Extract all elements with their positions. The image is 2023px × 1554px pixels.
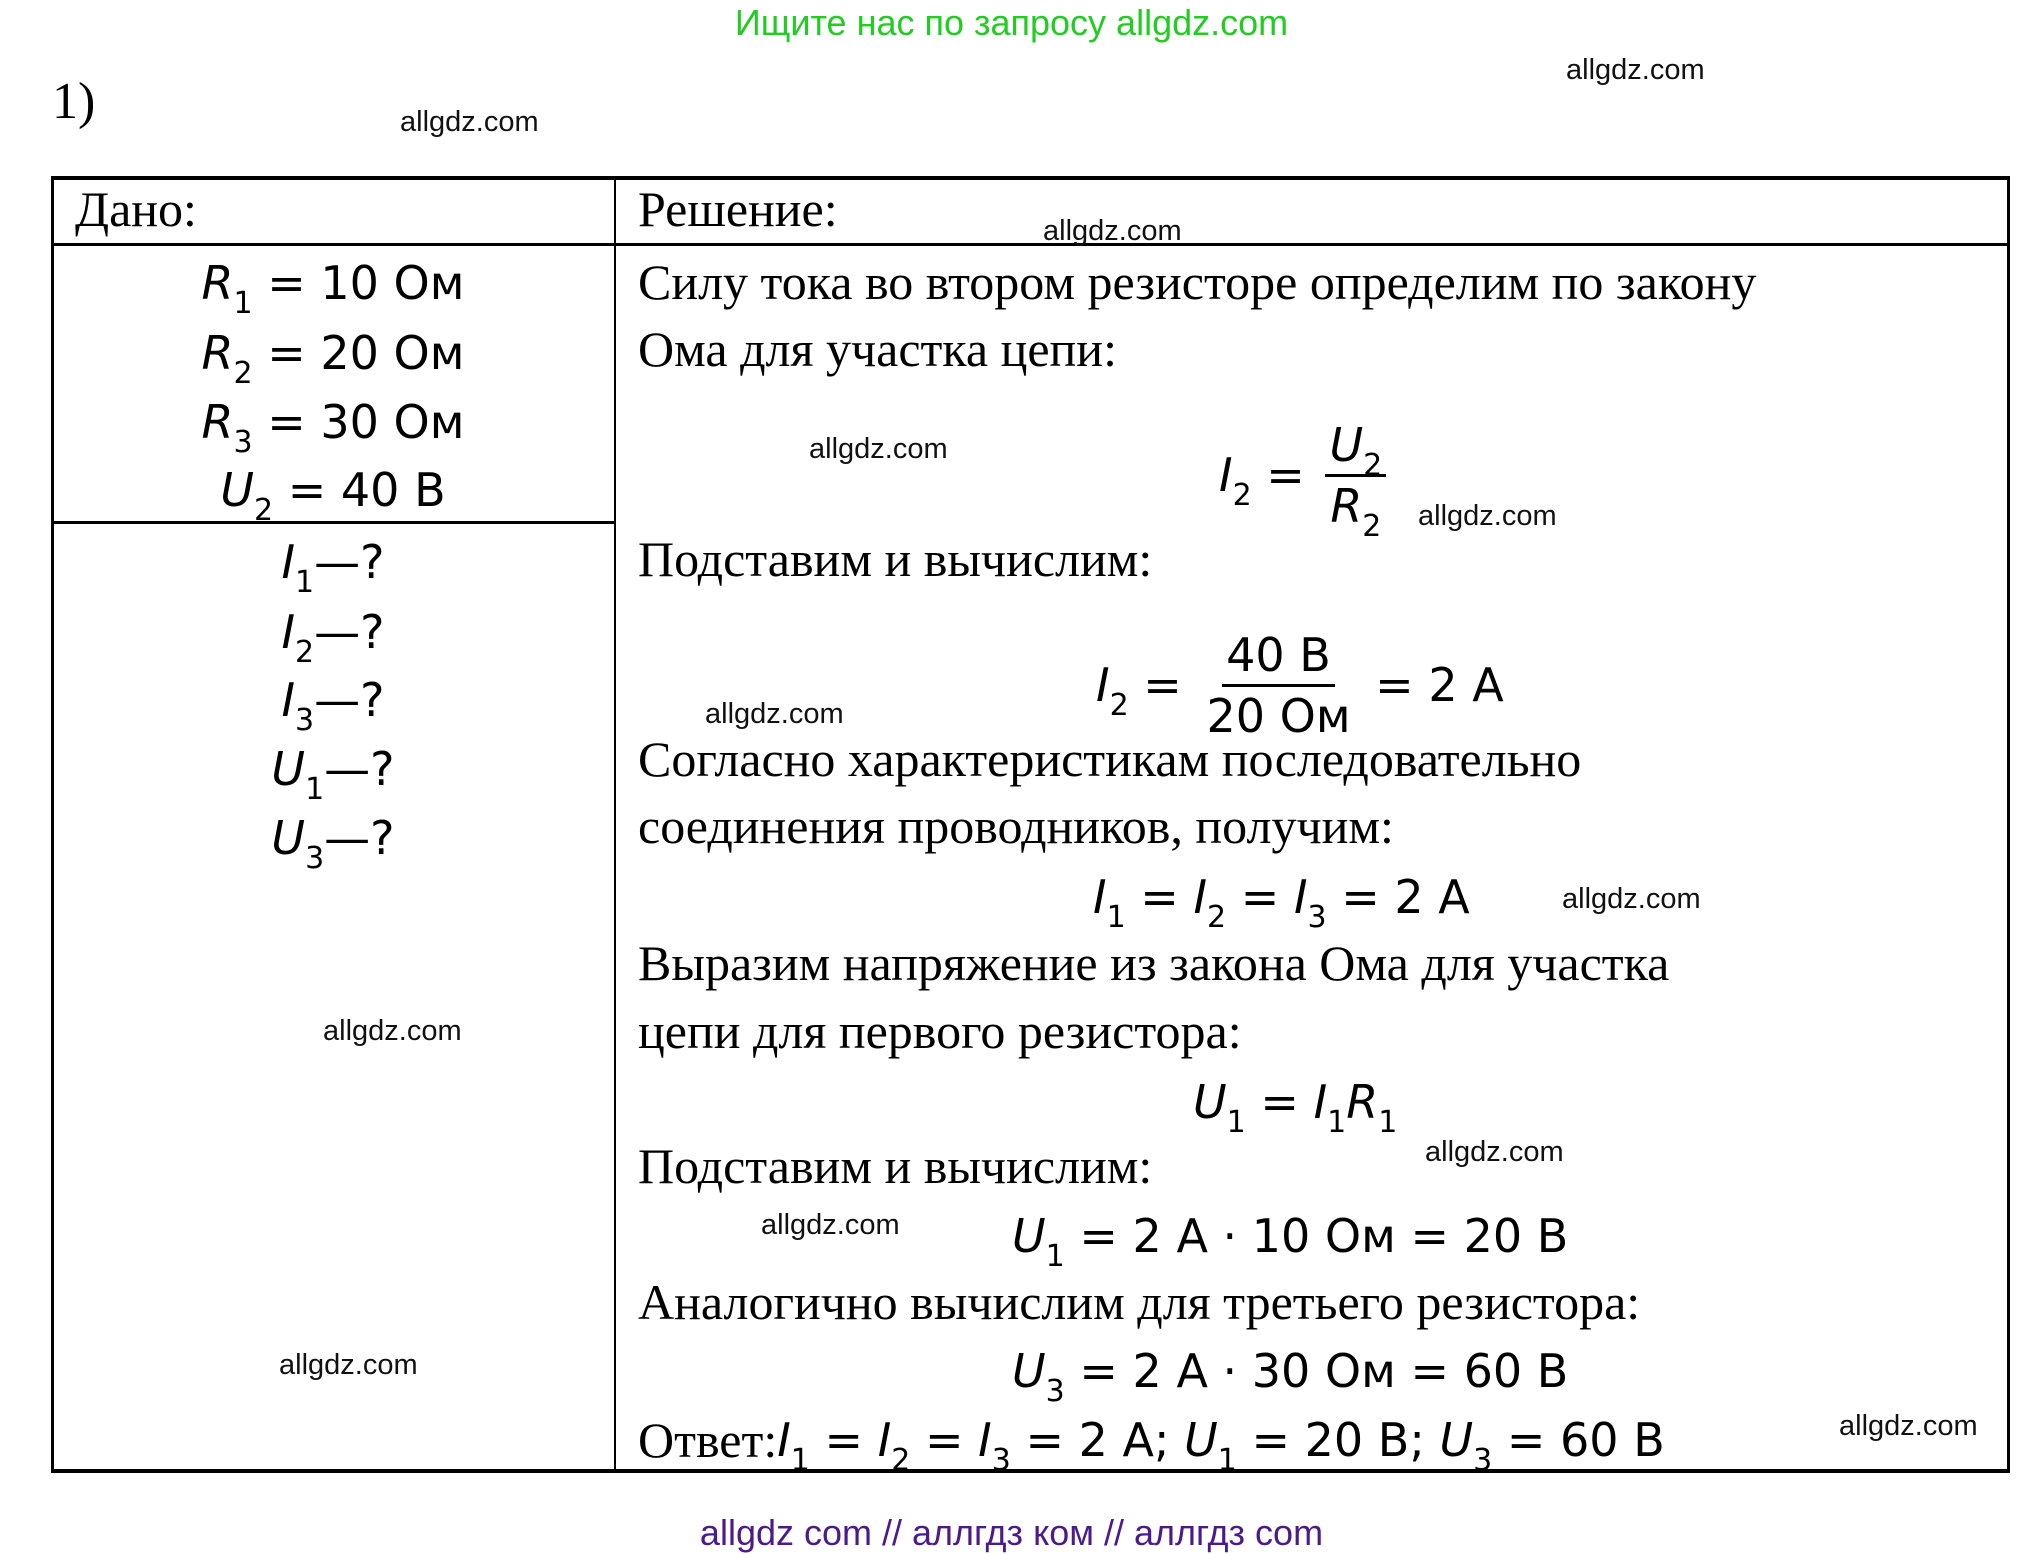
- math-subscript: 3: [1473, 1443, 1493, 1478]
- math-variable: $U_2$: [220, 463, 274, 528]
- math-variable: $I_2$: [877, 1413, 911, 1478]
- math-text: = 2 А;: [1010, 1413, 1185, 1467]
- math-text: =: [1125, 870, 1194, 924]
- math-text: = 2 А: [1360, 658, 1504, 712]
- formula: [1012, 1206, 1569, 1274]
- math-variable: $R_1$: [201, 256, 253, 321]
- math-text: 40 В: [1226, 627, 1331, 682]
- math-subscript: 2: [295, 635, 315, 670]
- math-subscript: 2: [1363, 447, 1383, 483]
- watermark: allgdz.com: [279, 1349, 418, 1381]
- math-subscript: 1: [1226, 1105, 1246, 1140]
- math-subscript: 1: [1327, 1105, 1347, 1140]
- solution-text: Подставим и вычислим:: [638, 531, 1153, 587]
- math-variable: $R_3$: [201, 395, 253, 460]
- math-subscript: 3: [1045, 1374, 1065, 1409]
- math-subscript: 1: [305, 772, 325, 807]
- solution-text: Силу тока во втором резисторе определим по закону: [638, 254, 1757, 310]
- math-variable: $R_2$: [1330, 478, 1382, 544]
- math-text: = 20 В;: [1236, 1413, 1440, 1467]
- solution-text: Согласно характеристикам последовательно: [638, 731, 1582, 787]
- math-subscript: 2: [1109, 688, 1129, 723]
- math-subscript: 2: [1232, 478, 1252, 513]
- math-subscript: 1: [233, 286, 253, 321]
- math-subscript: 3: [295, 703, 315, 738]
- formula: [1193, 1072, 1398, 1140]
- footer-links: allgdz com // аллгдз ком // аллгдз com: [699, 1512, 1324, 1553]
- math-subscript: 1: [1045, 1239, 1065, 1274]
- math-variable: $U_1$: [1184, 1413, 1237, 1478]
- formula: [1219, 410, 1392, 544]
- watermark: allgdz.com: [809, 433, 948, 465]
- unknown-value: [51, 739, 615, 807]
- math-subscript: 3: [991, 1443, 1011, 1478]
- given-value: [51, 460, 615, 528]
- answer-line: [638, 1410, 1665, 1478]
- header-divider: [51, 243, 2010, 246]
- math-text: = 40 В: [273, 463, 446, 517]
- math-variable: $I_2$: [1219, 448, 1252, 513]
- math-subscript: 2: [1207, 900, 1227, 935]
- math-subscript: 2: [1362, 508, 1382, 544]
- watermark: allgdz.com: [323, 1015, 462, 1047]
- math-variable: $I_2$: [1096, 658, 1129, 723]
- solution-text: Аналогично вычислим для третьего резистора:: [638, 1274, 1641, 1330]
- math-variable: $U_3$: [1439, 1413, 1493, 1478]
- unknown-value: [51, 670, 615, 738]
- math-variable: $I_3$: [1293, 870, 1327, 935]
- formula: [1093, 867, 1470, 935]
- math-subscript: 2: [254, 493, 274, 528]
- math-variable: $R_2$: [201, 326, 253, 391]
- unknown-value: [51, 602, 615, 670]
- math-text: —?: [324, 742, 395, 796]
- math-text: = 2 А: [1326, 870, 1470, 924]
- given-value: [51, 392, 615, 460]
- math-text: = 20 Ом: [252, 326, 465, 380]
- math-text: = 30 Ом: [252, 395, 465, 449]
- math-subscript: 3: [1307, 900, 1327, 935]
- solution-header: Решение:: [638, 181, 838, 237]
- math-variable: $I_3$: [978, 1413, 1011, 1478]
- math-text: —?: [314, 673, 385, 727]
- math-variable: $U_2$: [1329, 417, 1383, 483]
- given-value: [51, 253, 615, 321]
- math-variable: $U_3$: [271, 811, 325, 876]
- watermark: allgdz.com: [1566, 54, 1705, 86]
- math-text: =: [1251, 448, 1320, 502]
- math-variable: $I_2$: [281, 605, 315, 670]
- search-banner: Ищите нас по запросу allgdz.com: [734, 2, 1289, 43]
- math-variable: $I_1$: [1093, 870, 1126, 935]
- fraction-numerator: [1222, 628, 1335, 687]
- math-text: —?: [314, 605, 385, 659]
- problem-number: 1): [52, 73, 96, 130]
- math-text: =: [1245, 1075, 1314, 1129]
- watermark: allgdz.com: [1839, 1410, 1978, 1442]
- fraction: [1325, 417, 1386, 544]
- solution-text: Подставим и вычислим:: [638, 1138, 1153, 1194]
- math-subscript: 1: [790, 1443, 810, 1478]
- math-text: =: [809, 1413, 878, 1467]
- unknown-value: [51, 808, 615, 876]
- math-subscript: 1: [295, 565, 315, 600]
- given-value: [51, 323, 615, 391]
- math-subscript: 2: [891, 1443, 911, 1478]
- math-text: —?: [324, 811, 395, 865]
- math-subscript: 1: [1106, 900, 1126, 935]
- math-text: 20 Ом: [1206, 688, 1351, 743]
- watermark: allgdz.com: [1562, 883, 1701, 915]
- math-subscript: 2: [233, 356, 253, 391]
- math-text: =: [1226, 870, 1294, 924]
- math-variable: $I_1$: [777, 1413, 810, 1478]
- watermark: allgdz.com: [1425, 1136, 1564, 1168]
- math-subscript: 1: [1217, 1443, 1237, 1478]
- math-text: = 60 В: [1492, 1413, 1665, 1467]
- math-variable: $U_1$: [1193, 1075, 1246, 1140]
- math-subscript: 3: [233, 425, 253, 460]
- math-variable: $U_1$: [271, 742, 325, 807]
- math-variable: $R_1$: [1346, 1075, 1398, 1140]
- solution-text: соединения проводников, получим:: [638, 798, 1394, 854]
- math-variable: $I_1$: [1313, 1075, 1347, 1140]
- math-subscript: 3: [305, 841, 325, 876]
- math-text: = 2 А · 10 Ом = 20 В: [1064, 1209, 1569, 1263]
- math-variable: $I_3$: [281, 673, 315, 738]
- given-header: Дано:: [75, 181, 197, 237]
- math-text: —?: [314, 535, 385, 589]
- unknown-value: [51, 532, 615, 600]
- math-text: = 10 Ом: [252, 256, 465, 310]
- watermark: allgdz.com: [761, 1209, 900, 1241]
- fraction-numerator: [1325, 417, 1386, 483]
- math-variable: $U_3$: [1012, 1344, 1065, 1409]
- watermark: allgdz.com: [705, 698, 844, 730]
- math-variable: $I_2$: [1193, 870, 1227, 935]
- fraction: [1202, 628, 1354, 743]
- math-variable: $I_1$: [281, 535, 315, 600]
- math-text: =: [910, 1413, 979, 1467]
- answer-label: Ответ:: [638, 1412, 778, 1468]
- solution-text: Выразим напряжение из закона Ома для участка: [638, 935, 1670, 991]
- math-text: = 2 А · 30 Ом = 60 В: [1064, 1344, 1569, 1398]
- math-variable: $U_1$: [1012, 1209, 1065, 1274]
- watermark: allgdz.com: [1043, 215, 1182, 247]
- given-divider: [51, 521, 615, 524]
- math-subscript: 1: [1378, 1105, 1398, 1140]
- solution-text: Ома для участка цепи:: [638, 321, 1117, 377]
- math-text: =: [1128, 658, 1197, 712]
- fraction-denominator: [1326, 477, 1385, 544]
- watermark: allgdz.com: [400, 106, 539, 138]
- formula: [1012, 1341, 1569, 1409]
- solution-text: цепи для первого резистора:: [638, 1003, 1242, 1059]
- watermark: allgdz.com: [1418, 500, 1557, 532]
